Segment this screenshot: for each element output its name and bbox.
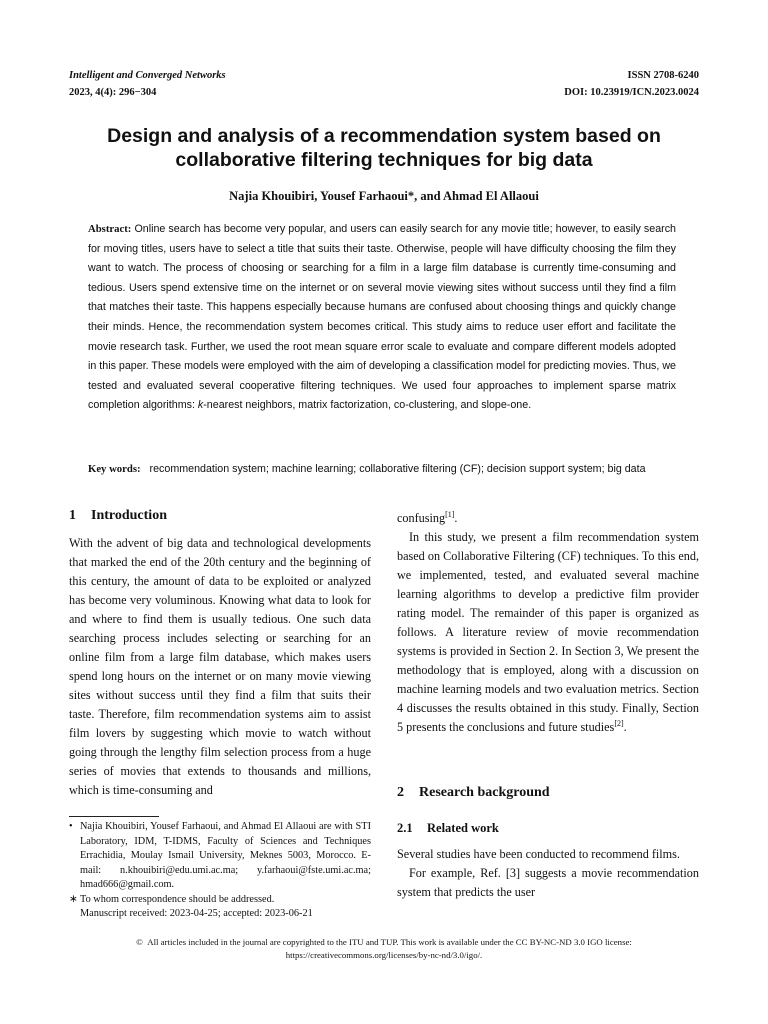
study-text: In this study, we present a film recommendation system based on Collaborative Filtering (CF) techniques. To this end, we implemented, tested, and evaluated several machine learning algorithms to develop a predictive film provider rating model. The remainder of this paper is organized as follows. A literature review of movie recommendation systems is provided in Section 2. In Section 3, We present the methodology that is employed, along with a discussion on machine learning models and two evaluation metrics. Section 4 discusses the results obtained in this study. Finally, Section 5 presents the conclusions and future studies xyxy=(397,530,699,734)
section-number: 1 xyxy=(69,508,76,523)
title-line-1: Design and analysis of a recommendation system based on xyxy=(107,125,661,147)
related-work-text xyxy=(397,845,699,902)
license-footer xyxy=(60,936,708,962)
license-url[interactable]: https://creativecommons.org/licenses/by-nc-nd/3.0/igo/. xyxy=(285,950,483,960)
study-end: . xyxy=(623,720,627,734)
footnote-affiliation xyxy=(69,820,371,893)
license-text: All articles included in the journal are copyrighted to the ITU and TUP. This work is available under the CC BY-NC-ND 3.0 IGO license: xyxy=(147,937,632,947)
authors: Najia Khouibiri, Yousef Farhaoui*, and Ahmad El Allaoui xyxy=(229,189,539,203)
section-2-heading xyxy=(397,785,550,801)
citation-2[interactable]: [2] xyxy=(614,718,624,728)
issn: ISSN 2708-6240 xyxy=(627,70,699,81)
section-number: 2 xyxy=(397,785,404,800)
continued-end: . xyxy=(454,511,458,525)
citation-1[interactable]: [1] xyxy=(445,509,455,519)
subsection-title: Related work xyxy=(427,821,499,835)
section-title: Introduction xyxy=(91,508,167,523)
continued-text: confusing xyxy=(397,511,446,525)
correspondence-text: To whom correspondence should be addressed. xyxy=(80,893,275,905)
doi: DOI: 10.23919/ICN.2023.0024 xyxy=(564,87,699,98)
section-1-heading xyxy=(69,508,167,524)
section-title: Research background xyxy=(419,785,550,800)
left-column xyxy=(69,534,371,800)
footnote-rule xyxy=(69,816,159,817)
subsection-number: 2.1 xyxy=(397,821,413,835)
journal-ids xyxy=(564,67,699,101)
footnotes xyxy=(69,820,371,922)
abstract-text: Online search has become very popular, and users can easily search for any movie title; however, to easily search for moving titles, users have to select a title that suits their taste. Otherwise, people will have difficulty choosing the film they want to watch. The process of choosing or searching for a film in a large film database is currently time-consuming and tedious. Users spend extensive time on the internet or on several movie viewing sites without success until they find a film that matches their taste. This happens especially because humans are confused about choosing things and quickly change their minds. Hence, the recommendation system becomes critical. This study aims to reduce user effort and facilitate the movie research task. Further, we used the root mean square error scale to evaluate and compare different models adopted in this paper. These models were employed with the aim of developing a classification model for predicting movies. Thus, we tested and evaluated several cooperative filtering techniques. We used four approaches to implement sparse matrix completion algorithms: xyxy=(88,223,676,412)
asterisk-mark: ∗ xyxy=(69,893,78,905)
copyright-icon: © xyxy=(136,937,143,947)
subsection-2-1-heading xyxy=(397,821,499,836)
footnote-correspondence xyxy=(69,893,371,908)
journal-volume: 2023, 4(4): 296−304 xyxy=(69,87,157,98)
bullet-mark: • xyxy=(69,821,73,832)
continued-paragraph xyxy=(397,509,699,528)
license-line-1 xyxy=(60,936,708,949)
journal-name: Intelligent and Converged Networks xyxy=(69,70,226,81)
intro-paragraph: With the advent of big data and technological developments that marked the end of the 20th century and the beginning of this century, the amount of data to be exploited or analyzed has become very voluminous. Knowing what data to look for and where to find them is usually tedious. One such data searching process includes selecting or searching for an online film from a large film database, which makes users spend long hours on the internet or on many movie viewing sites without success until they find a film that suits their taste. Therefore, film recommendation systems aim to assist film lovers by suggesting which movie to watch without going through the lengthy film selection process from a huge series of movies that extends to thousands and millions, which is time-consuming and xyxy=(69,536,371,797)
journal-header xyxy=(69,67,226,101)
abstract-text-end: -nearest neighbors, matrix factorization, co-clustering, and slope-one. xyxy=(203,399,532,412)
keywords-text: recommendation system; machine learning; collaborative filtering (CF); decision support system; big data xyxy=(149,463,646,475)
paper-title xyxy=(40,124,728,172)
keywords-label: Key words: xyxy=(88,463,141,475)
right-column-top xyxy=(397,509,699,737)
related-paragraph-2: For example, Ref. [3] suggests a movie recommendation system that predicts the user xyxy=(397,866,699,899)
affiliation-text: Najia Khouibiri, Yousef Farhaoui, and Ahmad El Allaoui are with STI Laboratory, IDM, T-IDMS, Faculty of Sciences and Techniques Errachidia, Moulay Ismail University, Meknes 5003, Morocco. E-mail: n.khouibiri@edu.umi.ac.ma; y.farhaoui@fste.umi.ac.ma; hmad666@gmail.com. xyxy=(80,821,371,890)
keywords xyxy=(88,461,688,477)
title-line-2: collaborative filtering techniques for big data xyxy=(175,149,593,171)
study-paragraph xyxy=(397,528,699,737)
abstract-k: k xyxy=(197,399,204,412)
abstract xyxy=(88,220,676,416)
footnote-manuscript: Manuscript received: 2023-04-25; accepted: 2023-06-21 xyxy=(80,908,313,919)
abstract-label: Abstract: xyxy=(88,223,132,235)
related-paragraph-1: Several studies have been conducted to recommend films. xyxy=(397,847,680,861)
